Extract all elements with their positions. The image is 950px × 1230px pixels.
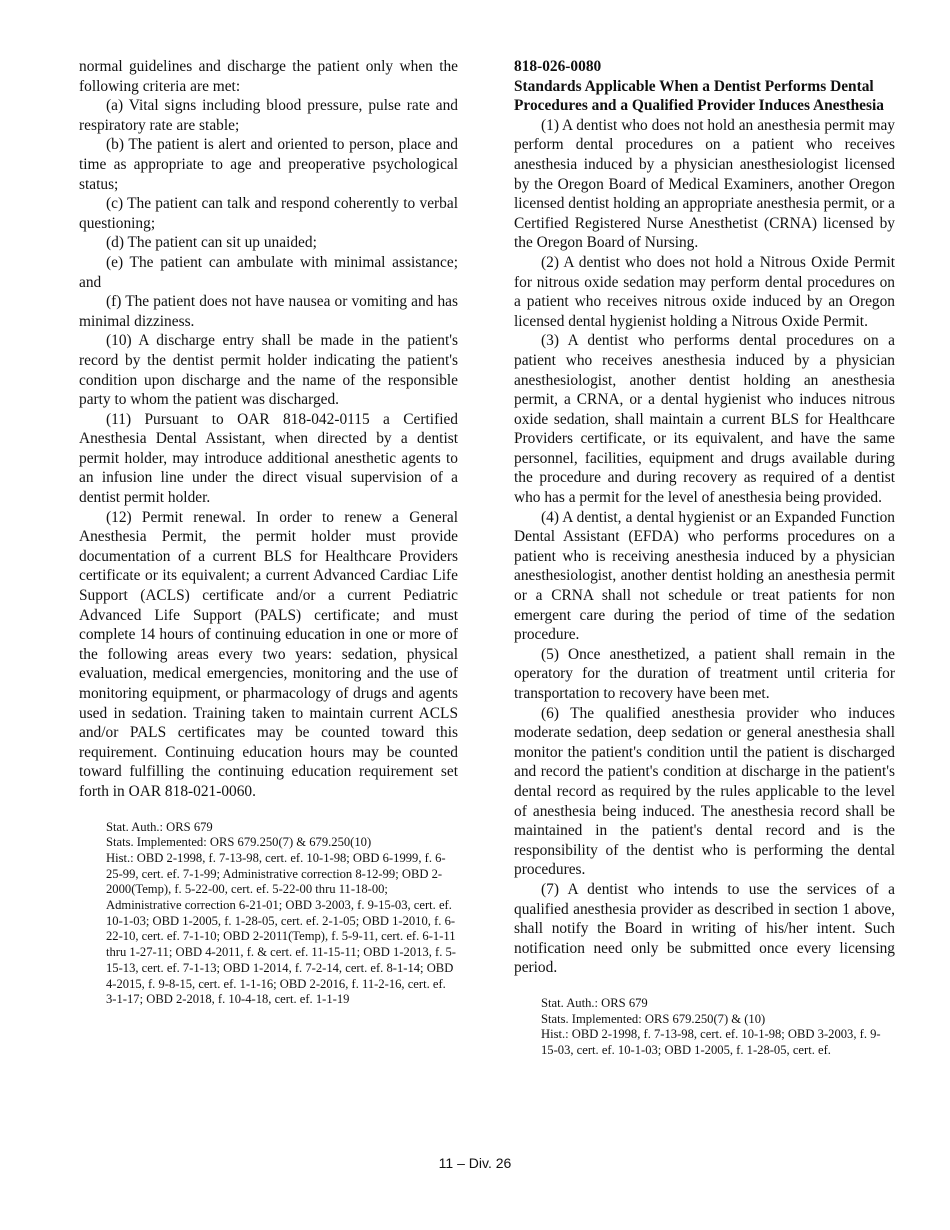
page-footer: 11 – Div. 26: [438, 1155, 512, 1171]
stat-auth: Stat. Auth.: ORS 679: [541, 995, 648, 1010]
paragraph-2: (2) A dentist who does not hold a Nitrous Oxide Permit for nitrous oxide sedation may perform dental procedures on a patient who receives nitrous oxide induced by an Oregon licensed dental hygienist holding a Nitrous Oxide Permit.: [514, 253, 895, 330]
paragraph-criteria-d: (d) The patient can sit up unaided;: [106, 234, 317, 252]
paragraph-criteria-e: (e) The patient can ambulate with minimal assistance; and: [79, 253, 458, 291]
stats-implemented: Stats. Implemented: ORS 679.250(7) & (10): [541, 1011, 766, 1026]
stat-auth: Stat. Auth.: ORS 679: [106, 819, 213, 834]
paragraph-1: (1) A dentist who does not hold an anesthesia permit may perform dental procedures on a patient who receives anesthesia induced by a physician anesthesiologist licensed by the Oregon Board of Medical Examiners, another Oregon licensed dentist holding an appropriate anesthesia permit, or a Certified Registered Nurse Anesthetist (CRNA) licensed by the Oregon Board of Nursing.: [514, 116, 895, 252]
rule-number: 818-026-0080: [514, 58, 602, 75]
left-column: [79, 57, 458, 1008]
paragraph-7: (7) A dentist who intends to use the services of a qualified anesthesia provider as described in section 1 above, shall notify the Board in writing of his/her intent. Such notification need only be submitted once every licensing period.: [514, 880, 895, 977]
paragraph-criteria-f: (f) The patient does not have nausea or vomiting and has minimal dizziness.: [79, 293, 458, 330]
stats-implemented: Stats. Implemented: ORS 679.250(7) & 679.250(10): [106, 835, 372, 850]
right-column: [514, 57, 895, 1059]
paragraph-discharge-intro: normal guidelines and discharge the patient only when the following criteria are met:: [79, 58, 458, 95]
history: Hist.: OBD 2-1998, f. 7-13-98, cert. ef. 10-1-98; OBD 6-1999, f. 6-25-99, cert. ef. 7-1-99; Administrative correction 8-12-99; OBD 2-2000(Temp), f. 5-22-00, cert. ef. 5-22-00 thru 11-18-00; Administrative correction 6-21-01; OBD 3-2003, f. 9-15-03, cert. ef. 10-1-03; OBD 1-2005, f. 1-28-05, cert. ef. 2-1-05; OBD 1-2010, f. 6-22-10, cert. ef. 7-1-10; OBD 2-2011(Temp), f. 5-9-11, cert. ef. 6-1-11 thru 1-27-11; OBD 4-2011, f. & cert. ef. 11-15-11; OBD 1-2013, f. 5-15-13, cert. ef. 7-1-13; OBD 1-2014, f. 7-2-14, cert. ef. 8-1-14; OBD 4-2015, f. 9-8-15, cert. ef. 1-1-16; OBD 2-2016, f. 11-2-16, cert. ef. 3-1-17; OBD 2-2018, f. 10-4-18, cert. ef. 1-1-19: [106, 850, 456, 1007]
paragraph-6: (6) The qualified anesthesia provider who induces moderate sedation, deep sedation or general anesthesia shall monitor the patient's condition until the patient is discharged and record the patient's condition at discharge in the patient's dental record as required by the rules applicable to the level of anesthesia being induced. The anesthesia record shall be maintained in the patient's dental record and is the responsibility of the dentist who is performing the dental procedures.: [514, 704, 895, 879]
paragraph-criteria-b: (b) The patient is alert and oriented to person, place and time as appropriate to age and preoperative psychological status;: [79, 136, 458, 193]
paragraph-10-discharge-entry: (10) A discharge entry shall be made in the patient's record by the dentist permit holder indicating the patient's condition upon discharge and the name of the responsible party to whom the patient was discharged.: [79, 332, 458, 409]
left-statutory-notes: [106, 820, 458, 1008]
paragraph-criteria-a: (a) Vital signs including blood pressure, pulse rate and respiratory rate are stable;: [79, 97, 458, 134]
paragraph-3: (3) A dentist who performs dental procedures on a patient who receives anesthesia induced by a physician anesthesiologist, another dentist holding an anesthesia permit, a CRNA, or a dental hygienist who induces nitrous oxide sedation, shall maintain a current BLS for Healthcare Providers certificate, or its equivalent, and have the same personnel, facilities, equipment and drugs available during the procedure and during recovery as required of a dentist who has a permit for the level of anesthesia being provided.: [514, 332, 895, 507]
paragraph-4: (4) A dentist, a dental hygienist or an Expanded Function Dental Assistant (EFDA) who performs procedures on a patient who is receiving anesthesia induced by a physician anesthesiologist, another dentist holding an anesthesia permit or a CRNA shall not schedule or treat patients for non emergent care during the period of time of the sedation procedure.: [514, 508, 895, 644]
rule-title: Standards Applicable When a Dentist Performs Dental Procedures and a Qualified Provider Induces Anesthesia: [514, 77, 884, 115]
paragraph-criteria-c: (c) The patient can talk and respond coherently to verbal questioning;: [79, 195, 458, 232]
paragraph-12-permit-renewal: (12) Permit renewal. In order to renew a General Anesthesia Permit, the permit holder must provide documentation of a current BLS for Healthcare Providers certificate or its equivalent; a current Advanced Cardiac Life Support (ACLS) certificate and/or a current Pediatric Advanced Life Support (PALS) certificate; and must complete 14 hours of continuing education in one or more of the following areas every two years: sedation, physical evaluation, medical emergencies, monitoring and the use of monitoring equipment, or pharmacology of drugs and agents used in sedation. Training taken to maintain current ACLS and/or PALS certificates may be counted toward this requirement. Continuing education hours may be counted toward fulfilling the continuing education requirement set forth in OAR 818-021-0060.: [79, 508, 458, 800]
paragraph-5: (5) Once anesthetized, a patient shall remain in the operatory for the duration of treatment until criteria for transportation to recovery have been met.: [514, 645, 895, 702]
right-statutory-notes: [541, 996, 895, 1059]
history: Hist.: OBD 2-1998, f. 7-13-98, cert. ef. 10-1-98; OBD 3-2003, f. 9-15-03, cert. ef. 10-1-03; OBD 1-2005, f. 1-28-05, cert. ef.: [541, 1027, 881, 1058]
paragraph-11-cada: (11) Pursuant to OAR 818-042-0115 a Certified Anesthesia Dental Assistant, when directed by a dentist permit holder, may introduce additional anesthetic agents to an infusion line under the direct visual supervision of a dentist permit holder.: [79, 410, 458, 507]
